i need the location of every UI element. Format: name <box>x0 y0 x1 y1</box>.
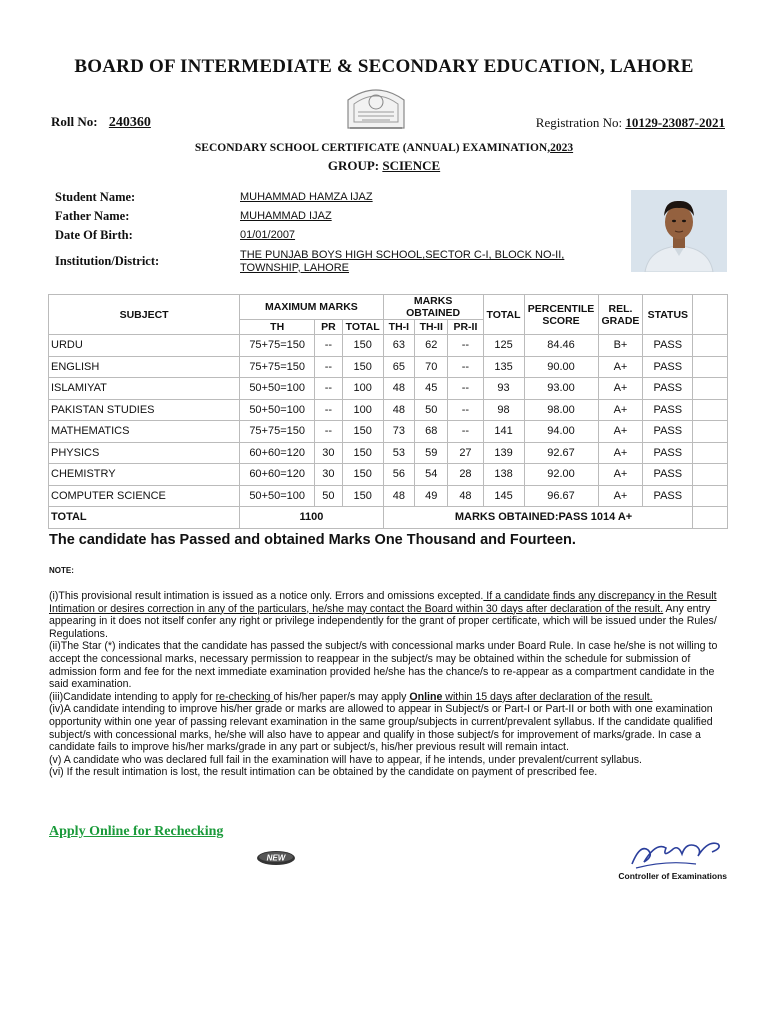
cell-status: PASS <box>643 356 693 378</box>
registration-label: Registration No: <box>535 115 623 130</box>
cell-status: PASS <box>643 442 693 464</box>
cell-total: 135 <box>483 356 524 378</box>
cell-th1: 56 <box>383 464 414 486</box>
header-pr-2: PR-II <box>448 320 483 335</box>
dob-label: Date Of Birth: <box>55 228 133 242</box>
cell-status: PASS <box>643 335 693 357</box>
board-title: BOARD OF INTERMEDIATE & SECONDARY EDUCATION, LAHORE <box>74 56 694 77</box>
note-4: (iv)A candidate intending to improve his/her grade or marks are allowed to appear in Subject/s or Part-I or Part-II or both with one examination opportunity within one year of passing relevant examination in the same group/subjects in current/prevalent syllabus. If the candidate qualified subject/s with concessional marks, he/she will also have to appear and qualify in those subject/s for improvement of marks/grade. In case a candidate fails to improve his/her marks/grade in any part or subject/s, his/her previous result will remain intact. <box>49 703 713 754</box>
cell-pr: -- <box>315 356 343 378</box>
cell-pct: 92.67 <box>524 442 598 464</box>
note-3-text-e: within 15 days after declaration of the result. <box>442 690 653 703</box>
cell-total: 145 <box>483 485 524 507</box>
header-pr: PR <box>315 320 343 335</box>
note-6: (vi) If the result intimation is lost, the result intimation can be obtained by the candidate on payment of prescribed fee. <box>49 766 598 779</box>
cell-pct: 98.00 <box>524 399 598 421</box>
cell-spacer <box>693 356 728 378</box>
cell-total: 125 <box>483 335 524 357</box>
cell-pr: -- <box>315 335 343 357</box>
cell-grade: A+ <box>598 356 643 378</box>
cell-max: 150 <box>342 335 383 357</box>
cell-subject: PAKISTAN STUDIES <box>49 399 240 421</box>
note-3-text-c: of his/her paper/s may apply <box>273 690 410 703</box>
table-row <box>49 399 728 421</box>
header-percentile: PERCENTILE SCORE <box>524 295 598 335</box>
cell-pr2: 28 <box>448 464 483 486</box>
institution-line-1: THE PUNJAB BOYS HIGH SCHOOL,SECTOR C-I, BLOCK NO-II, <box>240 249 565 261</box>
cell-th2: 70 <box>415 356 448 378</box>
cell-subject: MATHEMATICS <box>49 421 240 443</box>
institution-label: Institution/District: <box>55 254 160 268</box>
cell-spacer <box>693 378 728 400</box>
cell-max: 100 <box>342 378 383 400</box>
note-1-text-b: If a candidate finds any discrepancy in the Result Intimation or desires correction in any of the particulars, he/she may contact the Board within 30 days after declaration of the result. <box>49 590 717 615</box>
header-th: TH <box>240 320 315 335</box>
cell-th: 50+50=100 <box>240 399 315 421</box>
cell-pct: 84.46 <box>524 335 598 357</box>
header-status: STATUS <box>643 295 693 335</box>
cell-th2: 54 <box>415 464 448 486</box>
header-marks-obtained: MARKS OBTAINED <box>383 295 483 320</box>
controller-of-examinations: Controller of Examinations <box>618 871 727 881</box>
cell-grade: A+ <box>598 485 643 507</box>
cell-subject: ISLAMIYAT <box>49 378 240 400</box>
cell-th1: 65 <box>383 356 414 378</box>
cell-spacer <box>693 464 728 486</box>
cell-th2: 50 <box>415 399 448 421</box>
cell-th: 60+60=120 <box>240 464 315 486</box>
table-row <box>49 335 728 357</box>
cell-status: PASS <box>643 399 693 421</box>
cell-th: 60+60=120 <box>240 442 315 464</box>
result-statement: The candidate has Passed and obtained Marks One Thousand and Fourteen. <box>49 532 576 548</box>
total-obtained: MARKS OBTAINED:PASS 1014 A+ <box>383 507 693 529</box>
new-badge-icon <box>256 850 296 866</box>
cell-spacer <box>693 442 728 464</box>
apply-online-rechecking-link[interactable]: Apply Online for Rechecking <box>49 824 224 839</box>
roll-value: 240360 <box>108 115 151 130</box>
header-grade: REL. GRADE <box>598 295 643 335</box>
note-3-text-a: (iii)Candidate intending to apply for <box>49 690 216 703</box>
exam-title <box>0 142 768 154</box>
marks-table-body <box>49 335 728 507</box>
cell-pr2: -- <box>448 356 483 378</box>
cell-pr: -- <box>315 399 343 421</box>
cell-th1: 48 <box>383 378 414 400</box>
cell-status: PASS <box>643 464 693 486</box>
cell-th1: 48 <box>383 399 414 421</box>
total-spacer <box>693 507 728 529</box>
note-label: NOTE: <box>49 566 74 575</box>
cell-max: 100 <box>342 399 383 421</box>
table-row <box>49 464 728 486</box>
cell-spacer <box>693 485 728 507</box>
note-3 <box>49 691 727 704</box>
cell-th: 50+50=100 <box>240 378 315 400</box>
cell-th1: 73 <box>383 421 414 443</box>
roll-number <box>51 114 151 131</box>
header-maximum-marks: MAXIMUM MARKS <box>240 295 384 320</box>
exam-title-text: SECONDARY SCHOOL CERTIFICATE (ANNUAL) EXAMINATION, <box>194 142 551 154</box>
cell-th2: 59 <box>415 442 448 464</box>
cell-pr: -- <box>315 378 343 400</box>
student-name-label: Student Name: <box>55 190 136 204</box>
header-spacer <box>693 295 728 335</box>
cell-pct: 94.00 <box>524 421 598 443</box>
cell-th2: 68 <box>415 421 448 443</box>
cell-spacer <box>693 399 728 421</box>
cell-pr2: 27 <box>448 442 483 464</box>
table-row <box>49 356 728 378</box>
cell-max: 150 <box>342 421 383 443</box>
cell-subject: CHEMISTRY <box>49 464 240 486</box>
cell-pct: 93.00 <box>524 378 598 400</box>
header-th-2: TH-II <box>415 320 448 335</box>
cell-spacer <box>693 335 728 357</box>
cell-pr2: -- <box>448 421 483 443</box>
cell-subject: COMPUTER SCIENCE <box>49 485 240 507</box>
cell-subject: URDU <box>49 335 240 357</box>
total-max: 1100 <box>240 507 384 529</box>
total-row <box>49 507 728 529</box>
cell-pr: 30 <box>315 442 343 464</box>
cell-th1: 63 <box>383 335 414 357</box>
cell-subject: ENGLISH <box>49 356 240 378</box>
cell-pr2: -- <box>448 378 483 400</box>
father-name-value: MUHAMMAD IJAZ <box>240 210 332 222</box>
student-photo <box>631 190 727 272</box>
cell-pr: 50 <box>315 485 343 507</box>
cell-status: PASS <box>643 485 693 507</box>
cell-max: 150 <box>342 464 383 486</box>
dob-value: 01/01/2007 <box>240 229 296 241</box>
registration-value: 10129-23087-2021 <box>625 115 725 130</box>
cell-max: 150 <box>342 485 383 507</box>
cell-subject: PHYSICS <box>49 442 240 464</box>
cell-pr: 30 <box>315 464 343 486</box>
cell-grade: A+ <box>598 421 643 443</box>
cell-grade: B+ <box>598 335 643 357</box>
note-1 <box>49 590 727 640</box>
roll-label: Roll No: <box>51 114 98 129</box>
cell-pct: 92.00 <box>524 464 598 486</box>
cell-status: PASS <box>643 421 693 443</box>
cell-spacer <box>693 421 728 443</box>
father-name-label: Father Name: <box>55 209 130 223</box>
header-subject: SUBJECT <box>49 295 240 335</box>
cell-pct: 90.00 <box>524 356 598 378</box>
header-max-total: TOTAL <box>342 320 383 335</box>
cell-th2: 49 <box>415 485 448 507</box>
cell-grade: A+ <box>598 442 643 464</box>
cell-pr: -- <box>315 421 343 443</box>
cell-pct: 96.67 <box>524 485 598 507</box>
cell-max: 150 <box>342 356 383 378</box>
registration-number <box>536 115 725 131</box>
group-line <box>0 158 768 174</box>
cell-total: 98 <box>483 399 524 421</box>
cell-pr2: 48 <box>448 485 483 507</box>
cell-max: 150 <box>342 442 383 464</box>
note-1-text-a: (i)This provisional result intimation is issued as a notice only. Errors and omissions excepted. <box>49 590 484 602</box>
board-logo-icon <box>344 82 408 132</box>
total-label: TOTAL <box>49 507 240 529</box>
cell-th: 75+75=150 <box>240 356 315 378</box>
cell-th2: 62 <box>415 335 448 357</box>
cell-th2: 45 <box>415 378 448 400</box>
table-row <box>49 485 728 507</box>
student-name-value: MUHAMMAD HAMZA IJAZ <box>240 191 373 203</box>
cell-th: 75+75=150 <box>240 421 315 443</box>
note-1-text-c: Any entry appearing in it does not itself confer any right or privilege independently for the grant of proper certificate, which will be issued under the Rules/ Regulations. <box>49 602 717 640</box>
note-2: (ii)The Star (*) indicates that the candidate has passed the subject/s with concessional marks under Board Rule. In case he/she is not willing to accept the concessional marks, necessary permission to reappear in the subject/s may be obtained within the schedule for submission of admission form and fee for the next immediate examination provided he/she has the chance/s to re-appear as a compartment candidate in the said examination. <box>49 640 718 691</box>
note-3-rechecking: re-checking <box>215 690 274 703</box>
cell-th1: 53 <box>383 442 414 464</box>
cell-th: 50+50=100 <box>240 485 315 507</box>
note-5: (v) A candidate who was declared full fail in the examination will have to appear, if he intends, under prevalent/current syllabus. <box>49 753 643 766</box>
cell-grade: A+ <box>598 399 643 421</box>
cell-th1: 48 <box>383 485 414 507</box>
institution-line-2: TOWNSHIP, LAHORE <box>240 261 350 274</box>
cell-th: 75+75=150 <box>240 335 315 357</box>
exam-year: 2023 <box>550 142 574 154</box>
note-3-online: Online <box>409 690 443 703</box>
table-row <box>49 378 728 400</box>
group-label: GROUP: <box>327 158 380 173</box>
institution-value <box>240 249 564 274</box>
cell-total: 139 <box>483 442 524 464</box>
signature-icon <box>626 834 726 872</box>
cell-grade: A+ <box>598 464 643 486</box>
cell-total: 93 <box>483 378 524 400</box>
cell-pr2: -- <box>448 335 483 357</box>
cell-pr2: -- <box>448 399 483 421</box>
group-value: SCIENCE <box>382 158 441 173</box>
table-row <box>49 421 728 443</box>
marks-table <box>48 294 728 529</box>
header-th-1: TH-I <box>383 320 414 335</box>
cell-total: 141 <box>483 421 524 443</box>
cell-total: 138 <box>483 464 524 486</box>
notes-section <box>49 590 727 779</box>
table-row <box>49 442 728 464</box>
new-badge-text: NEW <box>266 853 286 863</box>
header-total: TOTAL <box>483 295 524 335</box>
cell-status: PASS <box>643 378 693 400</box>
cell-grade: A+ <box>598 378 643 400</box>
